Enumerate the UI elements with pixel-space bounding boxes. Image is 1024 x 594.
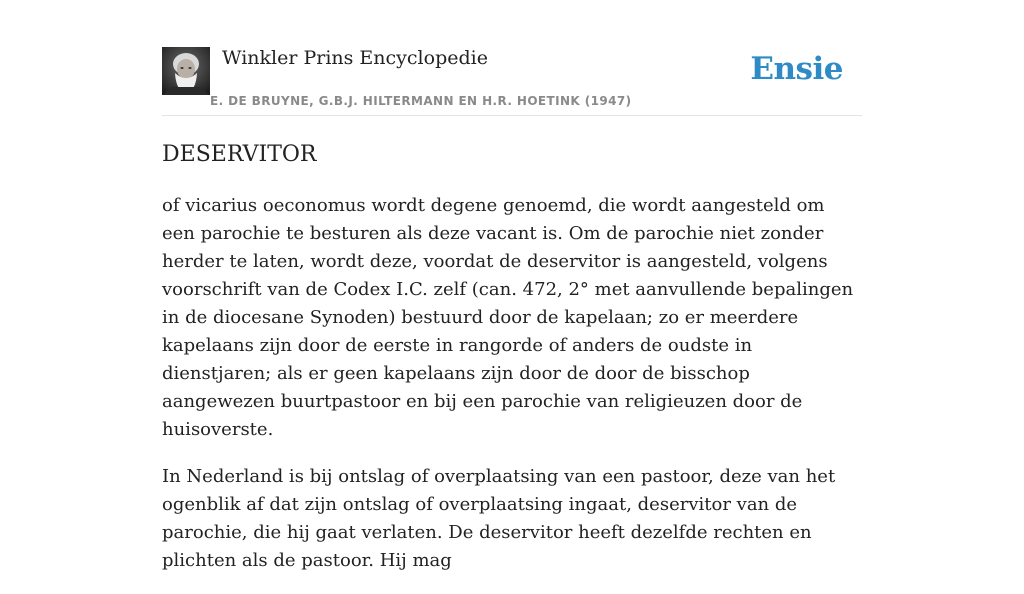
entry-body: [162, 192, 862, 594]
source-header: [162, 0, 862, 116]
entry-paragraph: of vicarius oeconomus wordt degene genoemd, die wordt aangesteld om een parochie te besturen als deze vacant is. Om de parochie niet zonder herder te laten, wordt deze, voordat de deservitor is aangesteld, volgens voorschrift van de Codex I.C. zelf (can. 472, 2° met aanvullende bepalingen in de diocesane Synoden) bestuurd door de kapelaan; zo er meerdere kapelaans zijn door de eerste in rangorde of anders de oudste in dienstjaren; als er geen kapelaans zijn door de door de bisschop aangewezen buurtpastoor en bij een parochie van religieuzen door de huisoverste.: [162, 195, 854, 440]
brand-logo[interactable]: Ensie: [750, 51, 843, 87]
page-title: DESERVITOR: [162, 142, 317, 167]
content-container: [162, 0, 862, 571]
source-title[interactable]: Winkler Prins Encyclopedie: [222, 47, 488, 69]
source-authors: E. DE BRUYNE, G.B.J. HILTERMANN EN H.R. HOETINK (1947): [210, 94, 632, 108]
author-portrait-icon[interactable]: [162, 47, 210, 95]
entry-paragraph: In Nederland is bij ontslag of overplaatsing van een pastoor, deze van het ogenblik af dat zijn ontslag of overplaatsing ingaat, deservitor van de parochie, die hij gaat verlaten. De deservitor heeft dezelfde rechten en plichten als de pastoor. Hij mag: [162, 466, 836, 571]
